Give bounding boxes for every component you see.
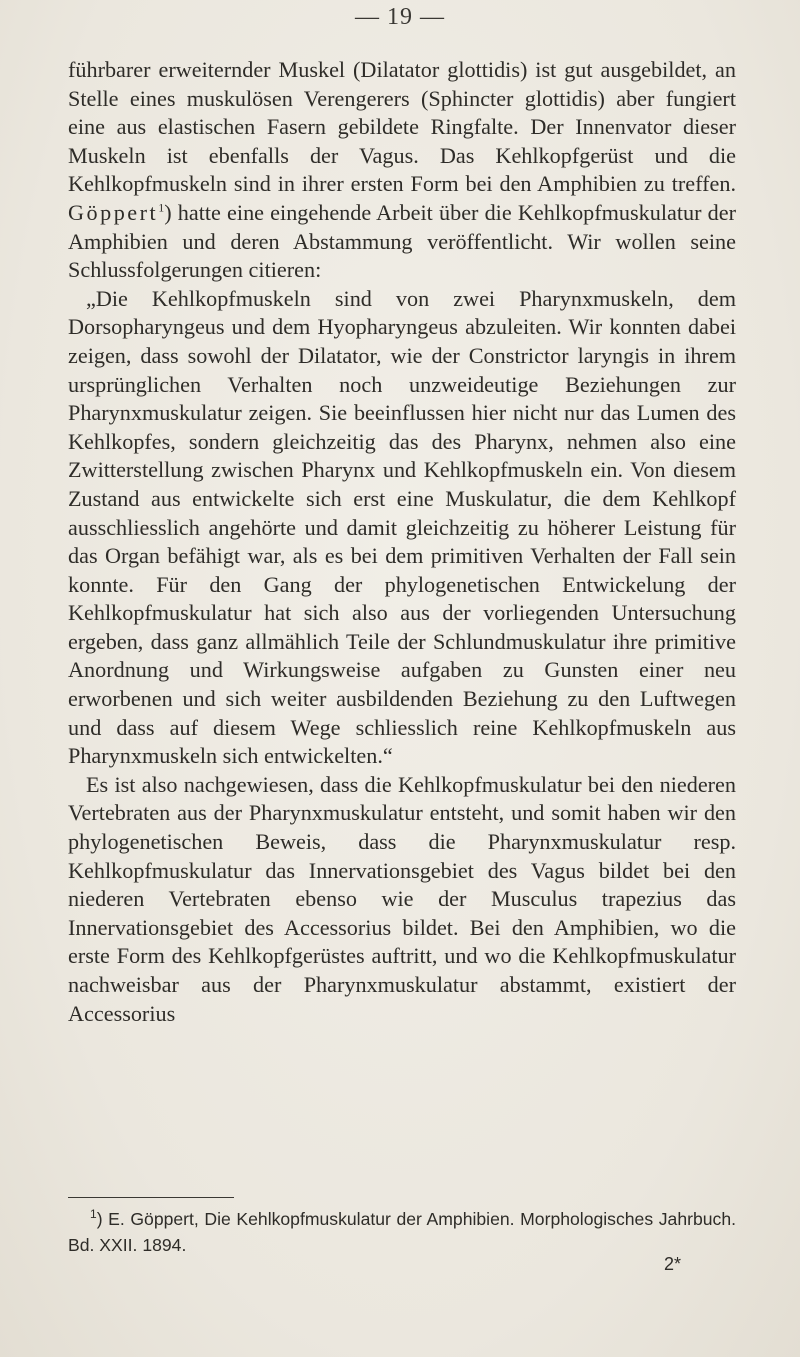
paragraph-1-part-a: führbarer erweiternder Muskel (Dilatator glottidis) ist gut ausgebildet, an Stelle eines muskulösen Verengerers (Sphincter glottidis) aber fungiert eine aus elastischen Fasern gebildete Ringfalte. Der Innenvator dieser Muskeln ist ebenfalls der Vagus. Das Kehlkopfgerüst und die Kehlkopfmuskeln sind in ihrer ersten Form bei den Amphibien zu treffen. [68,57,736,197]
paragraph-1-part-b: ) hatte eine eingehende Arbeit über die Kehlkopfmuskulatur der Amphibien und deren Abstammung veröffentlicht. Wir wollen seine Schlussfolgerungen citieren: [68,199,736,283]
footnote-text: ) E. Göppert, Die Kehlkopfmuskulatur der Amphibien. Morphologisches Jahrbuch. Bd. XXII. 1894. [68,1209,736,1255]
footnote [68,1206,736,1258]
signature-mark: 2* [664,1254,682,1274]
paragraph-3: Es ist also nachgewiesen, dass die Kehlkopfmuskulatur bei den niederen Vertebraten aus der Pharynxmuskulatur entsteht, und somit haben wir den phylogenetischen Beweis, dass die Pharynxmuskulatur resp. Kehlkopfmuskulatur das Innervationsgebiet des Vagus bildet bei den niederen Vertebraten ebenso wie der Musculus trapezius das Innervationsgebiet des Accessorius bildet. Bei den Amphibien, wo die erste Form des Kehlkopfgerüstes auftritt, und wo die Kehlkopfmuskulatur nachweisbar aus der Pharynxmuskulatur abstammt, existiert der Accessorius [68,771,736,1026]
page-number: — 19 — [355,4,445,30]
main-text [68,56,736,1028]
footnote-separator [68,1197,234,1198]
quotation-paragraph: „Die Kehlkopfmuskeln sind von zwei Pharynxmuskeln, dem Dorsopharyngeus und dem Hyopharyngeus abzuleiten. Wir konnten dabei zeigen, dass sowohl der Dilatator, wie der Constrictor laryngis in ihrem ursprünglichen Verhalten noch unzweideutige Beziehungen zur Pharynxmuskulatur zeigen. Sie beeinflussen hier nicht nur das Lumen des Kehlkopfes, sondern gleichzeitig das des Pharynx, nehmen also eine Zwitterstellung zwischen Pharynx und Kehlkopfmuskeln ein. Von diesem Zustand aus entwickelte sich erst eine Muskulatur, die dem Kehlkopf ausschliesslich angehörte und damit gleichzeitig zu höherer Leistung für das Organ befähigt war, als es bei dem primitiven Verhalten der Fall sein konnte. Für den Gang der phylogenetischen Entwickelung der Kehlkopfmuskulatur hat sich also aus der vorliegenden Untersuchung ergeben, dass ganz allmählich Teile der Schlundmuskulatur ihre primitive Anordnung und Wirkungsweise aufgaben zu Gunsten einer neu erworbenen und sich weiter ausbildenden Beziehung zu den Luftwegen und dass auf diesem Wege schliesslich reine Kehlkopfmuskeln aus Pharynxmuskeln sich entwickelten.“ [68,285,736,769]
author-name: Göppert [68,199,159,225]
footnote-marker: 1 [90,1207,97,1222]
footnote-reference: 1 [158,200,165,215]
paragraph-1 [68,56,736,285]
